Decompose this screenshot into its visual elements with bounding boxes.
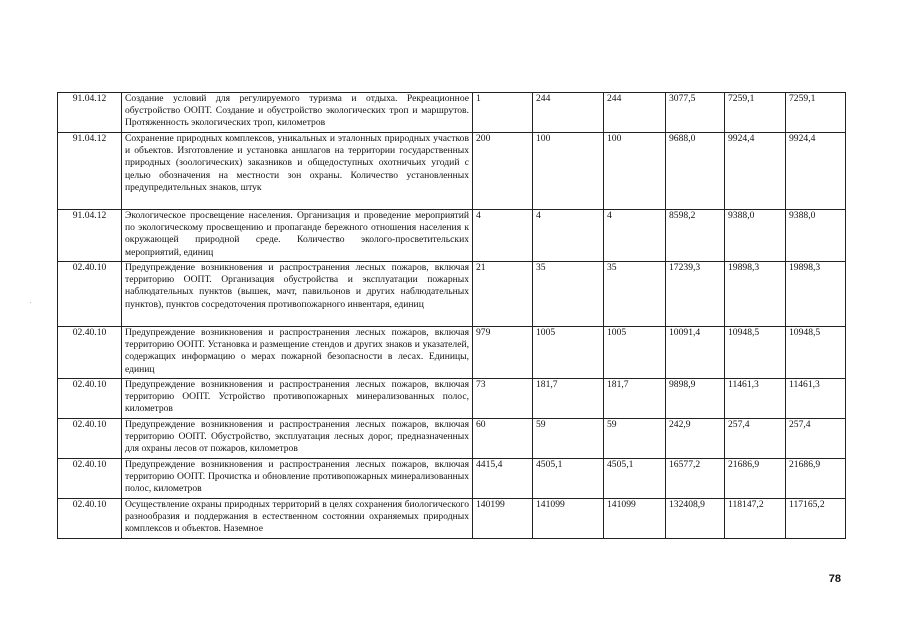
- row-description: Предупреждение возникновения и распространения лесных пожаров, включая территорию ООПТ. Установка и размещение стендов и других знаков и указателей, содержащих информацию о мерах пожарной безопасности в лесах. Единицы, единиц: [122, 327, 473, 379]
- value-cell: 4: [473, 210, 533, 262]
- value-cell: 10948,5: [786, 327, 846, 379]
- value-cell: 9898,9: [666, 379, 725, 419]
- value-cell: 21: [473, 262, 533, 327]
- value-cell: 979: [473, 327, 533, 379]
- value-cell: 244: [604, 93, 666, 133]
- row-description: Предупреждение возникновения и распространения лесных пожаров, включая территорию ООПТ. Обустройство, эксплуатация лесных дорог, предназначенных для охраны лесов от пожаров, километров: [122, 419, 473, 459]
- row-description: Осуществление охраны природных территорий в целях сохранения биологического разнообразия и поддержания в естественном состоянии охраняемых природных комплексов и объектов. Наземное: [122, 499, 473, 539]
- value-cell: 141099: [604, 499, 666, 539]
- table-row: [58, 210, 846, 262]
- value-cell: 1: [473, 93, 533, 133]
- row-description: Экологическое просвещение населения. Организация и проведение мероприятий по экологическому просвещению и пропаганде бережного отношения населения к окружающей природной среде. Количество эколого-просветительских мероприятий, единиц: [122, 210, 473, 262]
- table-row: [58, 419, 846, 459]
- value-cell: 9688,0: [666, 133, 725, 210]
- table-row: [58, 262, 846, 327]
- value-cell: 141099: [533, 499, 604, 539]
- row-description: Предупреждение возникновения и распространения лесных пожаров, включая территорию ООПТ. Организация обустройства и эксплуатации пожарных наблюдательных пунктов (вышек, мачт, павильонов и других наблюдательных пунктов), пунктов сосредоточения противопожарного инвентаря, единиц: [122, 262, 473, 327]
- value-cell: 21686,9: [725, 459, 786, 499]
- value-cell: 21686,9: [786, 459, 846, 499]
- value-cell: 4415,4: [473, 459, 533, 499]
- row-description: Предупреждение возникновения и распространения лесных пожаров, включая территорию ООПТ. Устройство противопожарных минерализованных полос, километров: [122, 379, 473, 419]
- value-cell: 3077,5: [666, 93, 725, 133]
- data-table: [57, 92, 846, 539]
- value-cell: 140199: [473, 499, 533, 539]
- value-cell: 200: [473, 133, 533, 210]
- value-cell: 35: [604, 262, 666, 327]
- row-code: 91.04.12: [58, 93, 122, 133]
- table-row: [58, 499, 846, 539]
- scan-artifact: [30, 302, 31, 303]
- value-cell: 10948,5: [725, 327, 786, 379]
- table-row: [58, 459, 846, 499]
- value-cell: 8598,2: [666, 210, 725, 262]
- row-code: 02.40.10: [58, 379, 122, 419]
- value-cell: 1005: [604, 327, 666, 379]
- value-cell: 244: [533, 93, 604, 133]
- row-code: 02.40.10: [58, 419, 122, 459]
- row-description: Создание условий для регулируемого туризма и отдыха. Рекреационное обустройство ООПТ. Создание и обустройство экологических троп и маршрутов. Протяженность экологических троп, километров: [122, 93, 473, 133]
- value-cell: 4: [604, 210, 666, 262]
- row-code: 02.40.10: [58, 327, 122, 379]
- table-row: [58, 379, 846, 419]
- value-cell: 59: [533, 419, 604, 459]
- value-cell: 100: [533, 133, 604, 210]
- value-cell: 73: [473, 379, 533, 419]
- value-cell: 181,7: [604, 379, 666, 419]
- value-cell: 181,7: [533, 379, 604, 419]
- value-cell: 9388,0: [725, 210, 786, 262]
- value-cell: 60: [473, 419, 533, 459]
- row-code: 02.40.10: [58, 262, 122, 327]
- value-cell: 11461,3: [786, 379, 846, 419]
- row-description: Сохранение природных комплексов, уникальных и эталонных природных участков и объектов. Изготовление и установка аншлагов на территории государственных природных (зоологических) заказников и общедоступных охотничьих угодий с целью обозначения на местности зон охраны. Количество установленных предупредительных знаков, штук: [122, 133, 473, 210]
- value-cell: 19898,3: [725, 262, 786, 327]
- value-cell: 257,4: [786, 419, 846, 459]
- value-cell: 10091,4: [666, 327, 725, 379]
- value-cell: 9388,0: [786, 210, 846, 262]
- value-cell: 17239,3: [666, 262, 725, 327]
- row-code: 91.04.12: [58, 210, 122, 262]
- row-description: Предупреждение возникновения и распространения лесных пожаров, включая территорию ООПТ. Прочистка и обновление противопожарных минерализованных полос, километров: [122, 459, 473, 499]
- value-cell: 9924,4: [786, 133, 846, 210]
- page-number: 78: [828, 573, 841, 585]
- value-cell: 7259,1: [786, 93, 846, 133]
- row-code: 02.40.10: [58, 499, 122, 539]
- value-cell: 4505,1: [604, 459, 666, 499]
- value-cell: 118147,2: [725, 499, 786, 539]
- value-cell: 1005: [533, 327, 604, 379]
- table-row: [58, 93, 846, 133]
- value-cell: 100: [604, 133, 666, 210]
- value-cell: 257,4: [725, 419, 786, 459]
- value-cell: 7259,1: [725, 93, 786, 133]
- value-cell: 35: [533, 262, 604, 327]
- value-cell: 11461,3: [725, 379, 786, 419]
- value-cell: 4: [533, 210, 604, 262]
- value-cell: 59: [604, 419, 666, 459]
- table-row: [58, 133, 846, 210]
- value-cell: 132408,9: [666, 499, 725, 539]
- value-cell: 16577,2: [666, 459, 725, 499]
- row-code: 02.40.10: [58, 459, 122, 499]
- value-cell: 242,9: [666, 419, 725, 459]
- value-cell: 19898,3: [786, 262, 846, 327]
- value-cell: 4505,1: [533, 459, 604, 499]
- value-cell: 9924,4: [725, 133, 786, 210]
- table-row: [58, 327, 846, 379]
- row-code: 91.04.12: [58, 133, 122, 210]
- value-cell: 117165,2: [786, 499, 846, 539]
